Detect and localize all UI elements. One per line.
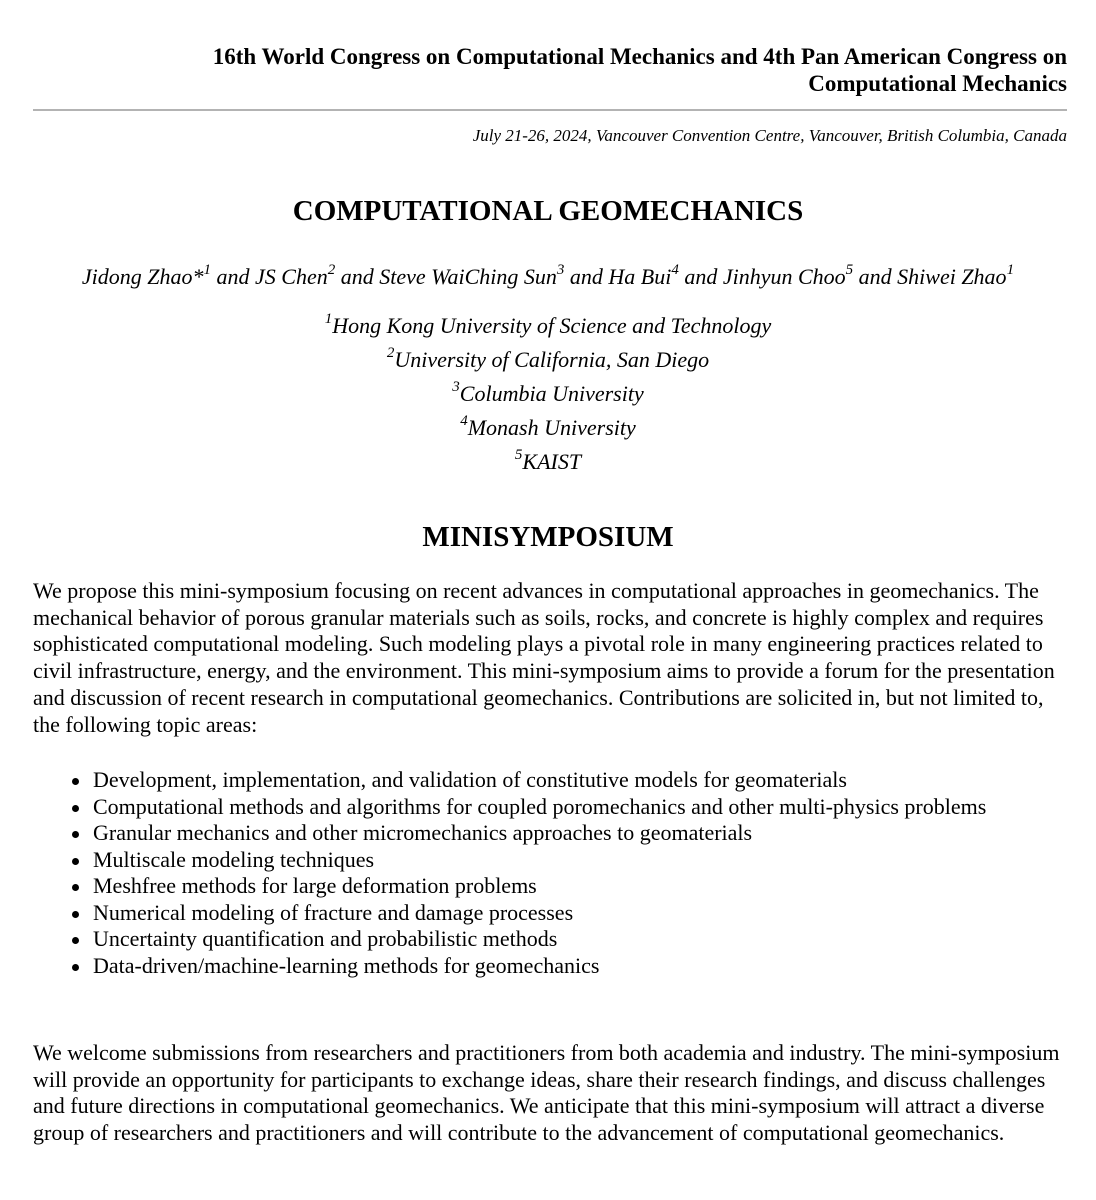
affiliation-number: 5 [514,446,523,463]
bullet-icon [72,937,79,944]
affiliation-name: Columbia University [459,381,644,406]
author-connector: and [216,264,250,289]
author-connector: and [684,264,718,289]
author-affiliation-mark: 3 [556,261,565,278]
conference-meta: July 21-26, 2024, Vancouver Convention Centre, Vancouver, British Columbia, Canada [472,126,1067,145]
affiliation [0,411,1096,445]
affiliation-name: Monash University [467,415,636,440]
author-name: Shiwei Zhao [897,264,1007,289]
bullet-icon [72,805,79,812]
author-name: Steve WaiChing Sun [379,264,557,289]
header-divider [33,109,1067,111]
bullet-icon [72,831,79,838]
affiliation-number: 3 [452,378,460,395]
closing-paragraph: We welcome submissions from researchers and practitioners from both academia and industry. The mini-symposium will provide an opportunity for participants to exchange ideas, share their research findings, and discuss challenges and future directions in computational geomechanics. We anticipate that this mini-symposium will attract a diverse group of researchers and practitioners and will contribute to the advancement of computational geomechanics. [33,1040,1060,1146]
affiliation-number: 4 [460,412,468,429]
author-connector: and [569,264,603,289]
topic-item [33,900,1063,927]
topic-text: Meshfree methods for large deformation problems [93,873,537,898]
bullet-icon [72,884,79,891]
topic-item [33,873,1063,900]
topic-list [33,767,1063,979]
topic-text: Multiscale modeling techniques [93,846,375,872]
author-connector: and [340,264,374,289]
topic-text: Computational methods and algorithms for coupled poromechanics and other multi-physics problems [93,793,987,819]
affiliation-number: 1 [324,310,333,327]
author-affiliation-mark: 1 [1006,261,1015,278]
bullet-icon [72,964,79,971]
bullet-icon [72,778,79,785]
author-name: JS Chen [255,264,328,289]
author-affiliation-mark: 5 [845,261,854,278]
affiliation [0,445,1096,479]
author-name: Jinhyun Choo [722,264,846,289]
author-name: Ha Bui [608,264,672,289]
topic-text: Granular mechanics and other micromechanics approaches to geomaterials [93,820,753,845]
author-name: Jidong Zhao* [81,264,204,289]
author-list [0,262,1096,292]
section-heading: MINISYMPOSIUM [422,521,674,553]
bullet-icon [72,911,79,918]
author-connector: and [858,264,892,289]
affiliation [0,309,1096,343]
affiliation [0,377,1096,411]
bullet-icon [72,858,79,865]
topic-text: Numerical modeling of fracture and damage processes [93,899,574,925]
topic-item [33,847,1063,874]
topic-item [33,953,1063,980]
author-affiliation-mark: 1 [203,261,212,278]
topic-item [33,926,1063,953]
affiliation-name: University of California, San Diego [394,347,710,372]
intro-paragraph: We propose this mini-symposium focusing on recent advances in computational approaches in geomechanics. The mechanical behavior of porous granular materials such as soils, rocks, and concrete is highly complex and requires sophisticated computational modeling. Such modeling plays a pivotal role in many engineering practices related to civil infrastructure, energy, and the environment. This mini-symposium aims to provide a forum for the presentation and discussion of recent research in computational geomechanics. Contributions are solicited in, but not limited to, the following topic areas: [33,578,1055,737]
topic-item [33,794,1063,821]
topic-text: Development, implementation, and validation of constitutive models for geomaterials [93,767,847,792]
author-affiliation-mark: 2 [327,261,336,278]
affiliation-number: 2 [386,344,395,361]
affiliation-name: Hong Kong University of Science and Technology [332,313,772,338]
topic-item [33,767,1063,794]
topic-item [33,820,1063,847]
affiliation-name: KAIST [522,449,582,474]
affiliation-list [0,309,1096,479]
document-title: COMPUTATIONAL GEOMECHANICS [292,195,804,227]
author-affiliation-mark: 4 [671,261,679,278]
topic-text: Data-driven/machine-learning methods for geomechanics [93,952,600,978]
conference-title: 16th World Congress on Computational Mechanics and 4th Pan American Congress on Computational Mechanics [212,44,1067,96]
affiliation [0,343,1096,377]
topic-text: Uncertainty quantification and probabilistic methods [93,926,558,951]
